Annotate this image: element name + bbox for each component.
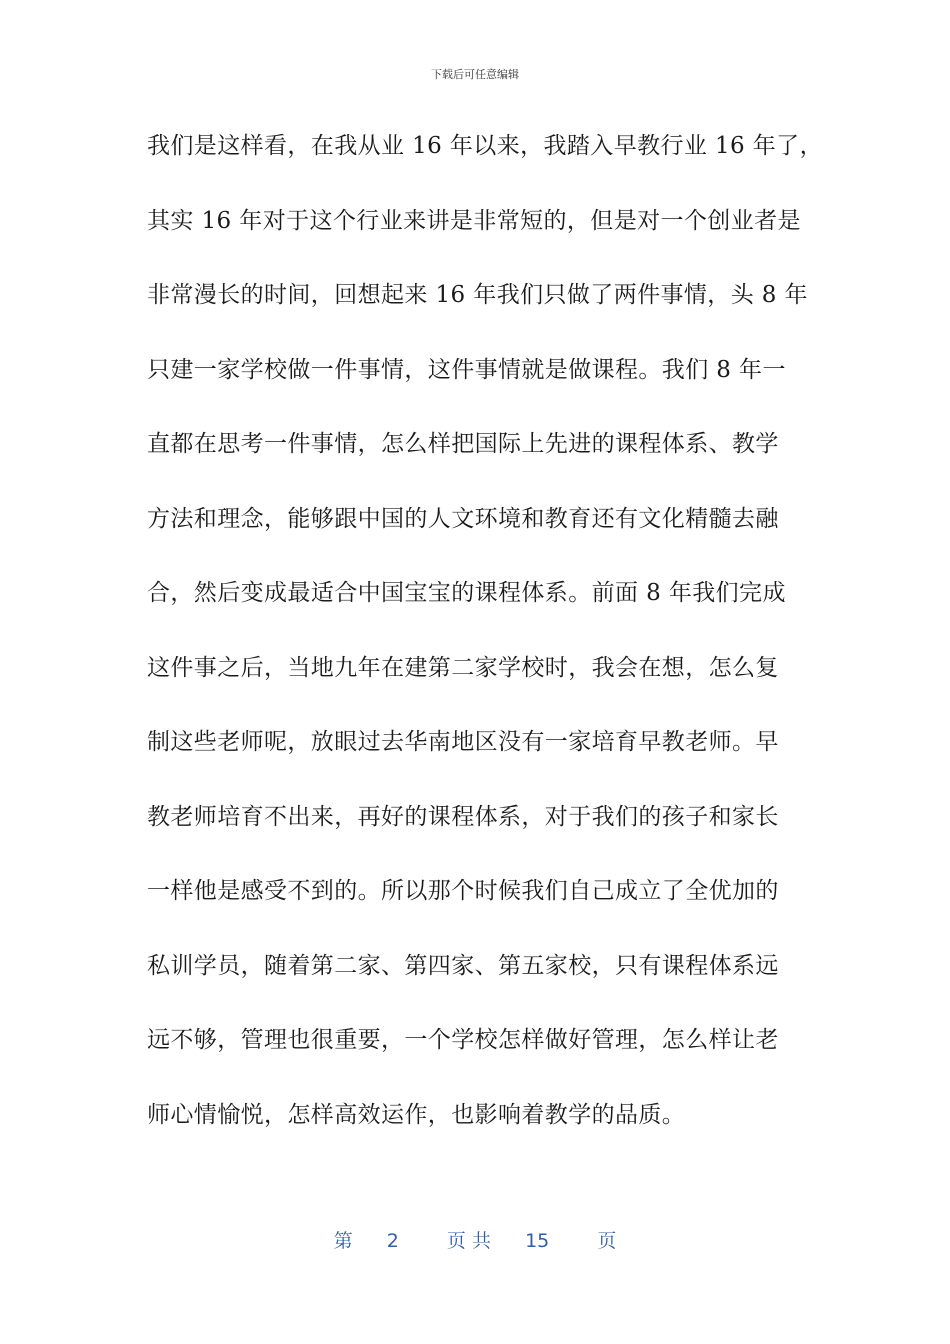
body-line: 这件事之后，当地九年在建第二家学校时，我会在想，怎么复 — [147, 654, 779, 681]
body-line: 私训学员，随着第二家、第四家、第五家校，只有课程体系远 — [147, 952, 779, 979]
body-line: 制这些老师呢，放眼过去华南地区没有一家培育早教老师。早 — [147, 729, 779, 755]
body-line: 直都在思考一件事情，怎么样把国际上先进的课程体系、教学 — [147, 431, 779, 457]
current-page-number: 2 — [386, 1230, 399, 1252]
body-line: 师心情愉悦，怎样高效运作，也影响着教学的品质。 — [147, 1101, 686, 1128]
body-line: 我们是这样看，在我从业 16 年以来，我踏入早教行业 16 年了， — [147, 133, 823, 159]
page-number-suffix: 页 — [597, 1230, 617, 1252]
body-text — [147, 124, 823, 1167]
body-line: 非常漫长的时间，回想起来 16 年我们只做了两件事情，头 8 年 — [147, 282, 808, 308]
body-line: 远不够，管理也很重要，一个学校怎样做好管理，怎么样让老 — [147, 1027, 779, 1053]
body-line: 教老师培育不出来，再好的课程体系，对于我们的孩子和家长 — [147, 803, 779, 830]
page-number-footer — [0, 1226, 950, 1253]
page-number-prefix: 第 — [333, 1230, 353, 1252]
body-line: 方法和理念，能够跟中国的人文环境和教育还有文化精髓去融 — [147, 505, 779, 532]
body-line: 一样他是感受不到的。所以那个时候我们自己成立了全优加的 — [147, 878, 779, 904]
body-line: 其实 16 年对于这个行业来讲是非常短的，但是对一个创业者是 — [147, 207, 801, 234]
total-page-count: 15 — [525, 1230, 550, 1252]
body-line: 合，然后变成最适合中国宝宝的课程体系。前面 8 年我们完成 — [147, 580, 786, 606]
page-number-middle: 页 共 — [446, 1230, 491, 1252]
body-line: 只建一家学校做一件事情，这件事情就是做课程。我们 8 年一 — [147, 356, 786, 383]
page-header-note: 下载后可任意编辑 — [431, 68, 519, 81]
